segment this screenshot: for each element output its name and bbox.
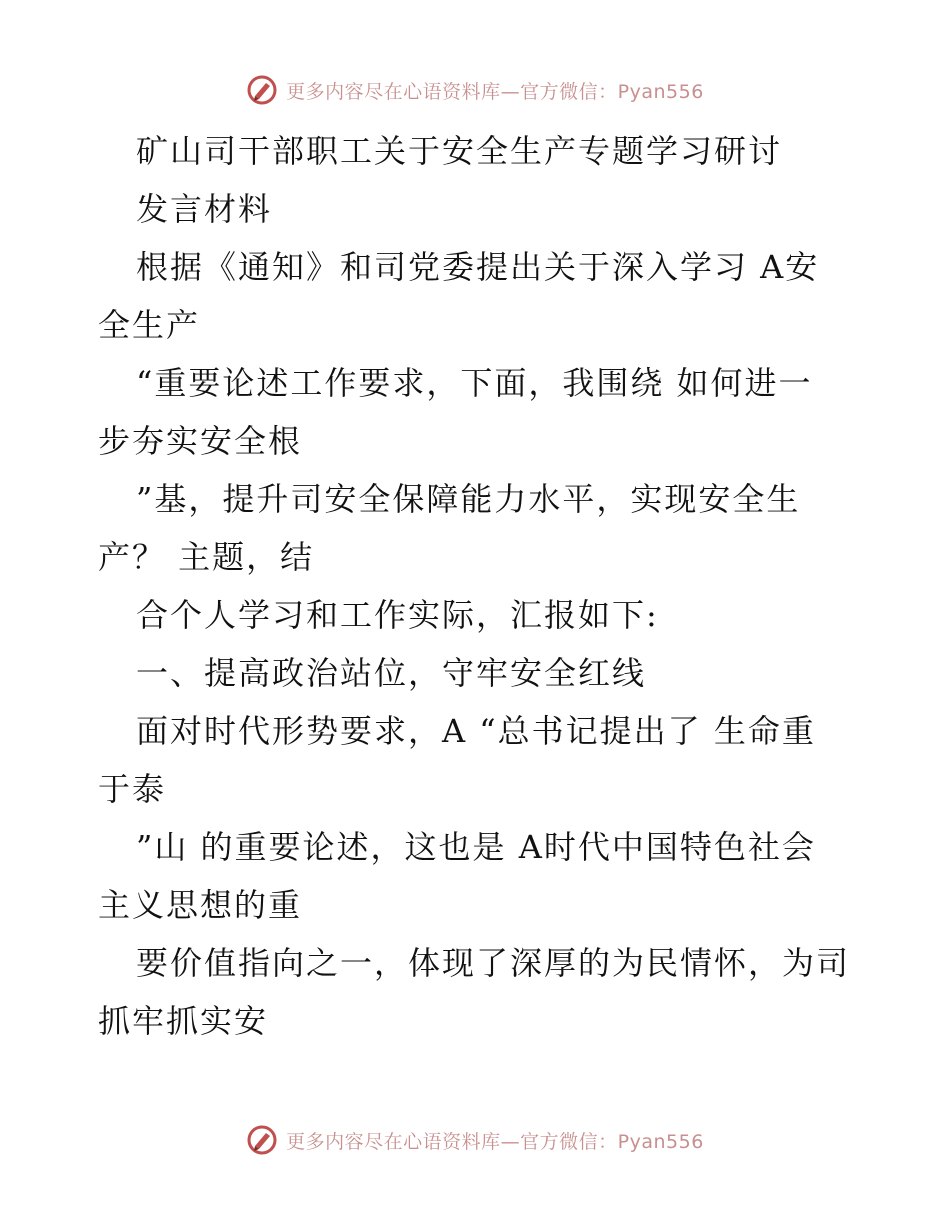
paragraph-line: 于泰 bbox=[98, 770, 167, 808]
paragraph-line: 根据《通知》和司党委提出关于深入学习 A安 bbox=[136, 248, 820, 286]
paragraph-line: 面对时代形势要求，A “总书记提出了 生命重 bbox=[136, 712, 816, 750]
header-banner-text: 更多内容尽在心语资料库—官方微信：Pyan556 bbox=[286, 80, 704, 103]
footer-banner bbox=[0, 1120, 950, 1160]
pen-logo-icon bbox=[246, 74, 278, 106]
paragraph-line: 合个人学习和工作实际，汇报如下: bbox=[136, 596, 659, 634]
paragraph-line: 抓牢抓实安 bbox=[98, 1002, 269, 1040]
pen-logo-icon bbox=[246, 1124, 278, 1156]
header-banner bbox=[0, 70, 950, 110]
paragraph-line: 步夯实安全根 bbox=[98, 422, 303, 460]
paragraph-line: 要价值指向之一，体现了深厚的为民情怀，为司 bbox=[136, 944, 851, 982]
paragraph-line: ”基，提升司安全保障能力水平，实现安全生 bbox=[136, 480, 801, 518]
paragraph-line: 主义思想的重 bbox=[98, 886, 303, 924]
paragraph-line: ”山 的重要论述，这也是 A时代中国特色社会 bbox=[136, 828, 816, 866]
doc-title-line-2: 发言材料 bbox=[136, 190, 273, 228]
paragraph-line: 全生产 bbox=[98, 306, 201, 344]
section-heading: 一、提高政治站位，守牢安全红线 bbox=[136, 654, 647, 692]
footer-banner-text: 更多内容尽在心语资料库—官方微信：Pyan556 bbox=[286, 1130, 704, 1153]
paragraph-line: “重要论述工作要求，下面，我围绕 如何进一 bbox=[136, 364, 813, 402]
document-body bbox=[98, 122, 858, 1050]
paragraph-line: 产？ 主题，结 bbox=[98, 538, 315, 576]
doc-title-line-1: 矿山司干部职工关于安全生产专题学习研讨 bbox=[136, 132, 783, 170]
